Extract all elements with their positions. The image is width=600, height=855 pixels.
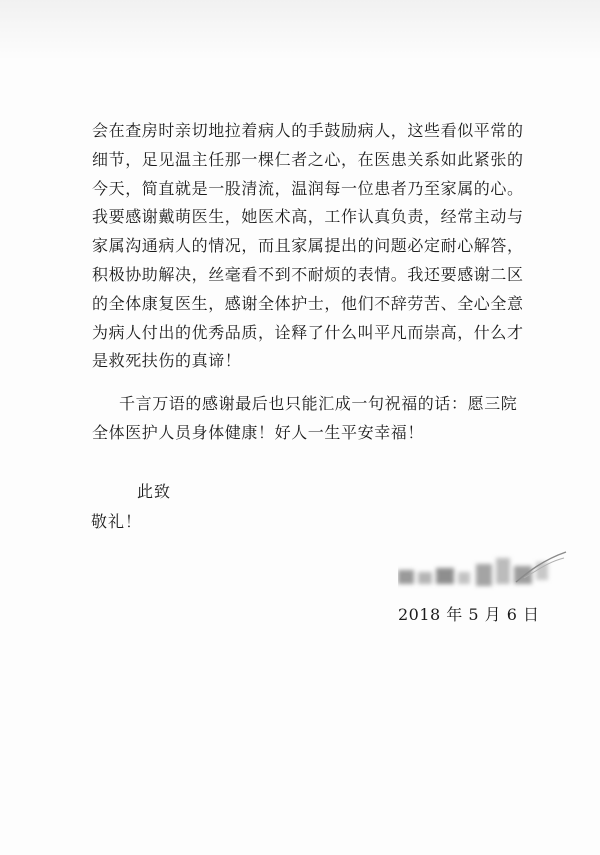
paragraph-1-line: 积极协助解决，丝毫看不到不耐烦的表情。我还要感谢二区 [92, 264, 524, 284]
salutation: 敬礼！ [91, 512, 143, 531]
scan-shading [0, 0, 600, 60]
paragraph-1-line: 家属沟通病人的情况，而且家属提出的问题必定耐心解答， [92, 236, 524, 256]
paragraph-1-line: 为病人付出的优秀品质，诠释了什么叫平凡而崇高，什么才 [92, 322, 524, 342]
letter-body [92, 117, 532, 448]
paragraph-2-line: 全体医护人员身体健康！好人一生平安幸福！ [92, 422, 425, 442]
paragraph-2-line: 千言万语的感谢最后也只能汇成一句祝福的话：愿三院 [119, 394, 518, 414]
paragraph-1-line: 的全体康复医生，感谢全体护士，他们不辞劳苦、全心全意 [92, 293, 524, 313]
paragraph-1-line: 是救死扶伤的真谛！ [92, 351, 242, 371]
paragraph-1-line: 细节，足见温主任那一棵仁者之心，在医患关系如此紧张的 [92, 149, 524, 169]
paragraph-1-line: 会在查房时亲切地拉着病人的手鼓励病人，这些看似平常的 [92, 121, 524, 140]
closing-phrase: 此致 [137, 482, 172, 501]
paragraph-1-line: 今天，简直就是一股清流，温润每一位患者乃至家属的心。 [92, 178, 524, 198]
letter-date: 2018 年 5 月 6 日 [398, 605, 540, 624]
paragraph-gap [92, 376, 532, 390]
paragraph-1-line: 我要感谢戴萌医生，她医术高，工作认真负责，经常主动与 [92, 207, 524, 227]
blurred-signature-image [398, 548, 568, 596]
